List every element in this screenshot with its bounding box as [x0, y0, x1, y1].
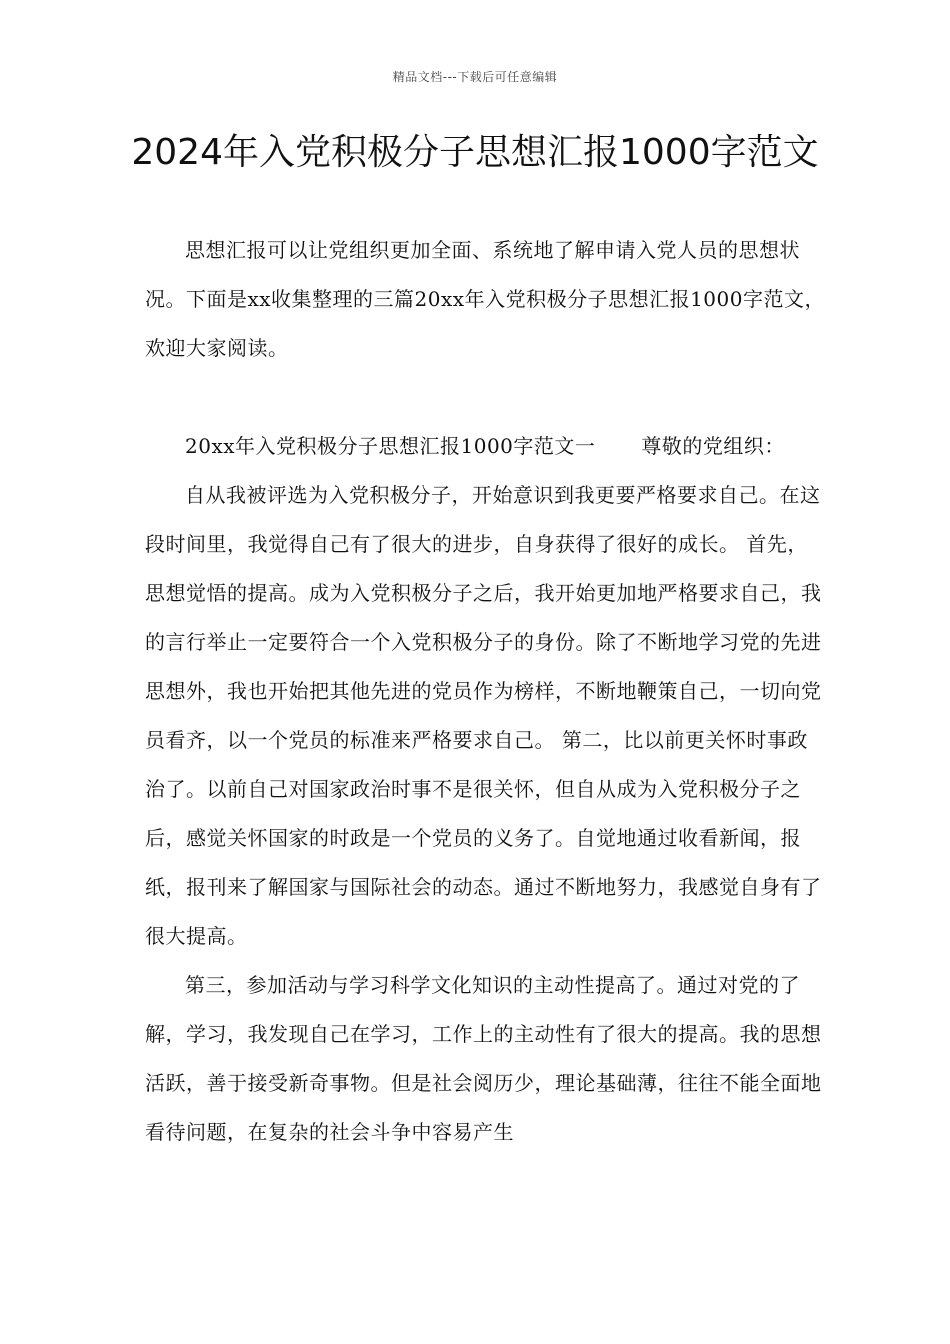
blank-line: [145, 373, 825, 422]
body-paragraph-1: 自从我被评选为入党积极分子，开始意识到我更要严格要求自己。在这段时间里，我觉得自己有了很大的进步，自身获得了很好的成长。 首先，思想觉悟的提高。成为入党积极分子之后，我开始更加地严格要求自己，我的言行举止一定要符合一个入党积极分子的身份。除了不断地学习党的先进思想外，我也开始把其他先进的党员作为榜样，不断地鞭策自己，一切向党员看齐，以一个党员的标准来严格要求自己。 第二，比以前更关怀时事政治了。以前自己对国家政治时事不是很关怀，但自从成为入党积极分子之后，感觉关怀国家的时政是一个党员的义务了。自觉地通过收看新闻，报纸，报刊来了解国家与国际社会的动态。通过不断地努力，我感觉自身有了很大提高。: [145, 483, 822, 948]
body-paragraph-2: 第三，参加活动与学习科学文化知识的主动性提高了。通过对党的了解，学习，我发现自己在学习，工作上的主动性有了很大的提高。我的思想活跃，善于接受新奇事物。但是社会阅历少，理论基础薄，往往不能全面地看待问题，在复杂的社会斗争中容易产生: [145, 973, 822, 1144]
header-note: 精品文档---下载后可任意编辑: [392, 70, 558, 84]
section-heading: 20xx年入党积极分子思想汇报1000字范文一: [185, 434, 596, 458]
salutation: 尊敬的党组织：: [641, 434, 785, 458]
document-body: [145, 226, 825, 1157]
document-title: 2024年入党积极分子思想汇报1000字范文: [131, 132, 819, 173]
heading-gap: [595, 422, 641, 471]
intro-paragraph: 思想汇报可以让党组织更加全面、系统地了解申请入党人员的思想状况。下面是xx收集整理的三篇20xx年入党积极分子思想汇报1000字范文，欢迎大家阅读。: [145, 238, 825, 360]
section-heading-line: [145, 422, 825, 471]
